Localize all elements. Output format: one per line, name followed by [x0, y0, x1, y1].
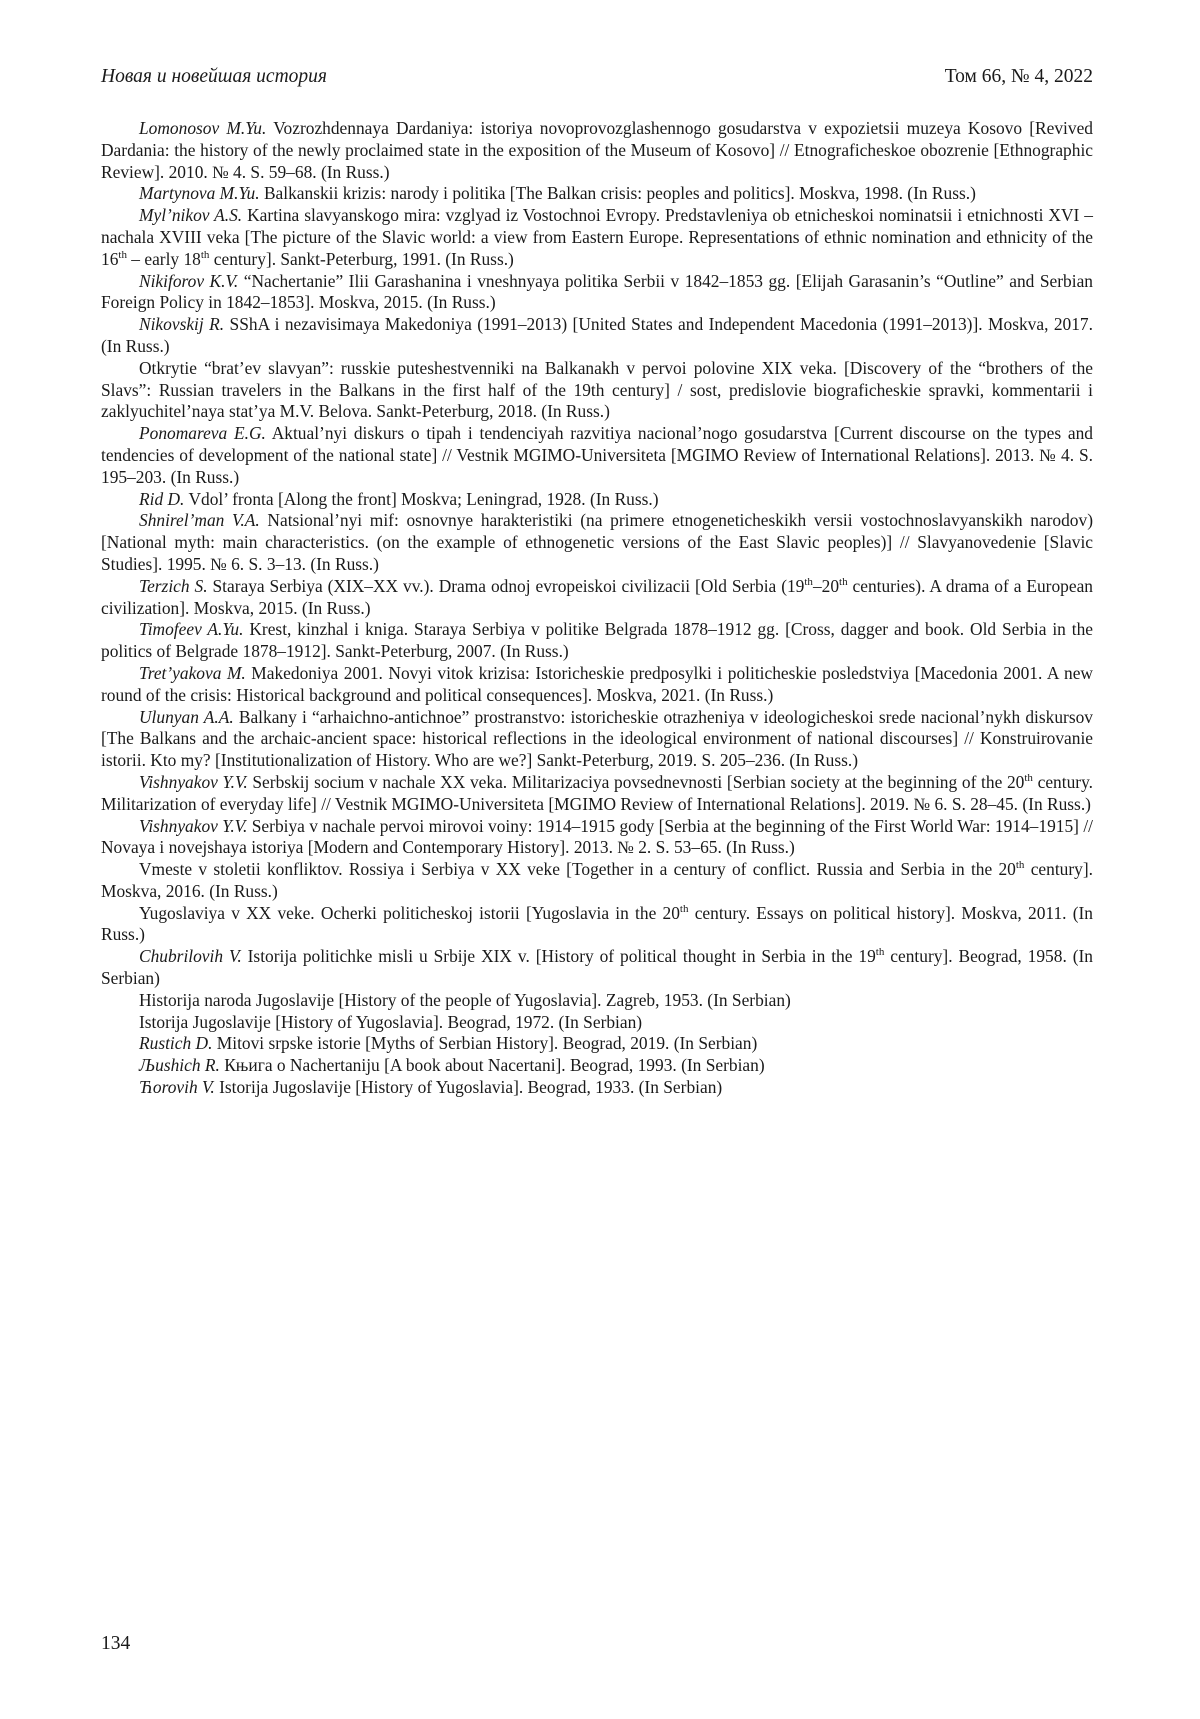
- reference-author: Chubrilovih V.: [139, 946, 242, 967]
- reference-text: century. Militarization of everyday life] // Vestnik MGIMO-Universiteta [MGIMO Review of International Relations]. 2019. № 6. S. 28–45. (In Russ.): [101, 771, 1093, 814]
- reference-entry: [101, 663, 1093, 707]
- reference-text: – early 18: [126, 248, 201, 269]
- reference-entry: [101, 1012, 1093, 1034]
- reference-author: Vishnyakov Y.V.: [139, 771, 248, 792]
- reference-author: Vishnyakov Y.V.: [139, 815, 248, 836]
- reference-entry: [101, 271, 1093, 315]
- reference-entry: [101, 510, 1093, 575]
- page-number: 134: [101, 1633, 131, 1654]
- ordinal-superscript: th: [875, 946, 885, 959]
- ordinal-superscript: th: [804, 575, 813, 588]
- reference-text: “Nachertanie” Ilii Garashanina i vneshnyaya politika Serbii v 1842–1853 gg. [Elijah Garasanin’s “Outline” and Serbian Foreign Policy in 1842–1853]. Moskva, 2015. (In Russ.): [101, 270, 1093, 313]
- ordinal-superscript: th: [839, 575, 848, 588]
- reference-text: century]. Sankt-Peterburg, 1991. (In Russ.): [209, 248, 514, 269]
- ordinal-superscript: th: [200, 248, 210, 261]
- reference-text: Vmeste v stoletii konfliktov. Rossiya i Serbiya v XX veke [Together in a century of conflict. Russia and Serbia in the 20: [139, 859, 1016, 880]
- reference-text: SShA i nezavisimaya Makedoniya (1991–2013) [United States and Independent Macedonia (1991–2013)]. Moskva, 2017. (In Russ.): [101, 314, 1093, 356]
- reference-text: Balkanskii krizis: narody i politika [The Balkan crisis: peoples and politics]. Moskva, 1998. (In Russ.): [259, 183, 976, 204]
- reference-text: Mitovi srpske istorie [Myths of Serbian History]. Beograd, 2019. (In Serbian): [212, 1033, 758, 1054]
- reference-author: Myl’nikov A.S.: [139, 205, 243, 226]
- reference-text: Kartina slavyanskogo mira: vzglyad iz Vostochnoi Evropy. Predstavleniya ob etnicheskoi nominatsii i etnichnosti XVI – nachala XVIII veka [The picture of the Slavic world: a view from Eastern Europe. Representations of ethnic nomination and ethnicity of the 16: [101, 205, 1093, 269]
- reference-text: century]. Beograd, 1958. (In Serbian): [101, 946, 1093, 989]
- reference-author: Terzich S.: [139, 575, 208, 596]
- reference-author: Rustich D.: [139, 1033, 213, 1054]
- journal-title: Новая и новейшая история: [101, 66, 327, 87]
- reference-text: Serbskij socium v nachale XX veka. Militarizaciya povsednevnosti [Serbian society at the beginning of the 20: [247, 771, 1025, 792]
- reference-text: Књига о Nachertaniju [A book about Nacertani]. Beograd, 1993. (In Serbian): [219, 1055, 765, 1076]
- reference-entry: [101, 1055, 1093, 1077]
- reference-entry: [101, 619, 1093, 663]
- reference-list: [101, 118, 1093, 1099]
- reference-entry: [101, 707, 1093, 772]
- reference-text: Serbiya v nachale pervoi mirovoi voiny: 1914–1915 gody [Serbia at the beginning of the First World War: 1914–1915] // Novaya i novejshaya istoriya [Modern and Contemporary History]. 2013. № 2. S. 53–65. (In Russ.): [101, 815, 1093, 858]
- ordinal-superscript: th: [1024, 772, 1033, 785]
- reference-text: Istorija Jugoslavije [History of Yugoslavia]. Beograd, 1933. (In Serbian): [214, 1077, 723, 1098]
- reference-entry: [101, 314, 1093, 358]
- reference-entry: [101, 1077, 1093, 1099]
- reference-entry: [101, 576, 1093, 620]
- reference-text: Staraya Serbiya (XIX–XX vv.). Drama odnoj evropeiskoi civilizacii [Old Serbia (19: [207, 575, 805, 596]
- reference-entry: [101, 118, 1093, 183]
- reference-author: Timofeev A.Yu.: [139, 619, 244, 640]
- reference-author: Ћorovih V.: [139, 1077, 215, 1098]
- reference-author: Lomonosov M.Yu.: [139, 118, 267, 138]
- reference-author: Shnirel’man V.A.: [139, 510, 260, 531]
- reference-text: Aktual’nyi diskurs o tipah i tendenciyah razvitiya nacional’nogo gosudarstva [Current discourse on the types and tendencies of development of the national state] // Vestnik MGIMO-Universiteta [MGIMO Review of International Relations]. 2013. № 4. S. 195–203. (In Russ.): [101, 423, 1093, 487]
- reference-entry: [101, 1033, 1093, 1055]
- reference-text: Makedoniya 2001. Novyi vitok krizisa: Istoricheskie predposylki i politicheskie posledstviya [Macedonia 2001. A new round of the crisis: Historical background and political consequences]. Moskva, 2021. (In Russ.): [101, 662, 1093, 705]
- reference-entry: [101, 859, 1093, 903]
- reference-entry: [101, 946, 1093, 990]
- reference-text: Natsional’nyi mif: osnovnye harakteristiki (na primere etnogeneticheskikh versii vostochnoslavyanskikh narodov) [National myth: main characteristics. (on the example of ethnogenetic versions of the East Slavic peoples)] // Slavyanovedenie [Slavic Studies]. 1995. № 6. S. 3–13. (In Russ.): [101, 510, 1093, 574]
- reference-entry: [101, 990, 1093, 1012]
- reference-author: Nikiforov K.V.: [139, 270, 239, 291]
- reference-author: Tret’yakova M.: [139, 662, 246, 683]
- reference-text: centuries). A drama of a European civilization]. Moskva, 2015. (In Russ.): [101, 575, 1093, 618]
- reference-entry: [101, 772, 1093, 816]
- reference-entry: [101, 489, 1093, 511]
- reference-entry: [101, 183, 1093, 205]
- reference-text: Historija naroda Jugoslavije [History of the people of Yugoslavia]. Zagreb, 1953. (In Serbian): [139, 989, 791, 1010]
- reference-text: century]. Moskva, 2016. (In Russ.): [101, 859, 1093, 901]
- running-header: [101, 66, 1093, 96]
- reference-author: Martynova M.Yu.: [139, 183, 260, 204]
- reference-entry: [101, 816, 1093, 860]
- reference-text: Vozrozhdennaya Dardaniya: istoriya novoprovozglashennogo gosudarstva v expozietsii muzeya Kosovo [Revived Dardania: the history of the newly proclaimed state in the exposition of the Museum of Kosovo] // Etnograficheskoe obozrenie [Ethnographic Review]. 2010. № 4. S. 59–68. (In Russ.): [101, 118, 1093, 182]
- reference-text: –20: [812, 575, 840, 596]
- reference-text: Yugoslaviya v XX veke. Ocherki politicheskoj istorii [Yugoslavia in the 20: [139, 902, 680, 923]
- reference-author: Nikovskij R.: [139, 314, 225, 335]
- reference-text: Vdol’ fronta [Along the front] Moskva; Leningrad, 1928. (In Russ.): [184, 488, 659, 509]
- ordinal-superscript: th: [679, 902, 689, 915]
- reference-author: Ponomareva E.G.: [139, 423, 266, 444]
- reference-text: Otkrytie “brat’ev slavyan”: russkie puteshestvenniki na Balkanakh v pervoi polovine XIX veka. [Discovery of the “brothers of the Slavs”: Russian travelers in the Balkans in the first half of the 19th century] / sost, predislovie biograficheskie spravki, kommentarii i zaklyuchitel’naya stat’ya M.V. Belova. Sankt-Peterburg, 2018. (In Russ.): [101, 357, 1093, 422]
- reference-text: century. Essays on political history]. Moskva, 2011. (In Russ.): [101, 902, 1093, 945]
- reference-text: Krest, kinzhal i kniga. Staraya Serbiya v politike Belgrada 1878–1912 gg. [Cross, dagger and book. Old Serbia in the politics of Belgrade 1878–1912]. Sankt-Peterburg, 2007. (In Russ.): [101, 619, 1093, 662]
- reference-entry: [101, 423, 1093, 488]
- reference-entry: [101, 205, 1093, 270]
- reference-text: Istorija Jugoslavije [History of Yugoslavia]. Beograd, 1972. (In Serbian): [139, 1011, 643, 1032]
- reference-author: Ulunyan A.A.: [139, 706, 234, 727]
- reference-entry: [101, 903, 1093, 947]
- reference-author: Љushich R.: [139, 1055, 220, 1076]
- ordinal-superscript: th: [1015, 859, 1025, 872]
- issue-info: Том 66, № 4, 2022: [944, 66, 1093, 87]
- reference-entry: [101, 358, 1093, 423]
- reference-text: Balkany i “arhaichno-antichnoe” prostranstvo: istoricheskie otrazheniya v ideologicheskoi srede nacional’nykh diskursov [The Balkans and the archaic-ancient space: historical reflections in the ideological environment of national discourses] // Konstruirovanie istorii. Kto my? [Institutionalization of History. Who are we?] Sankt-Peterburg, 2019. S. 205–236. (In Russ.): [101, 706, 1094, 771]
- reference-text: Istorija politichke misli u Srbije XIX v. [History of political thought in Serbia in the 19: [241, 946, 876, 967]
- reference-author: Rid D.: [139, 488, 185, 509]
- ordinal-superscript: th: [118, 248, 127, 261]
